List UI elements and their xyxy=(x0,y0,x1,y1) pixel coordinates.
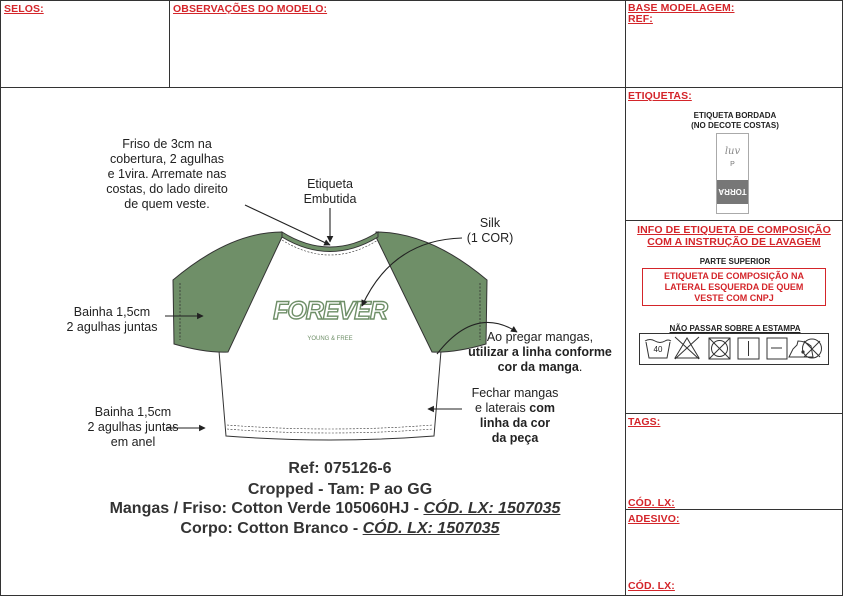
label-logo: luv xyxy=(724,146,741,157)
caption-corpo: Corpo: Cotton Branco - CÓD. LX: 1507035 xyxy=(180,520,500,537)
note-etiqueta: Etiqueta Embutida xyxy=(303,177,357,206)
no-bleach-icon xyxy=(675,337,699,359)
note-fechar: Fechar mangas e laterais com linha da cor da peça xyxy=(471,386,559,445)
selos-header: SELOS: xyxy=(4,3,44,15)
etiquetas-header: ETIQUETAS: xyxy=(628,90,692,102)
parte-superior-label: PARTE SUPERIOR xyxy=(699,257,771,266)
base-modelagem-header: BASE MODELAGEM: xyxy=(628,2,735,14)
dry-flat-icon xyxy=(767,338,787,359)
caption-cropped: Cropped - Tam: P ao GG xyxy=(247,481,433,498)
note-pregar: Ao pregar mangas, utilizar a linha conforme cor da manga. xyxy=(468,330,612,374)
no-tumble-dry-icon xyxy=(709,338,730,359)
composicao-info-box: ETIQUETA DE COMPOSIÇÃO NA LATERAL ESQUERDA DE QUEM VESTE COM CNPJ xyxy=(642,268,826,306)
caption-mangas: Mangas / Friso: Cotton Verde 105060HJ - CÓD. LX: 1507035 xyxy=(109,500,561,517)
adesivo-header: ADESIVO: xyxy=(628,513,680,525)
tags-cod: CÓD. LX: xyxy=(628,497,675,509)
nao-passar-label: NÃO PASSAR SOBRE A ESTAMPA xyxy=(669,324,801,333)
iron-icon xyxy=(789,341,813,357)
adesivo-cod: CÓD. LX: xyxy=(628,580,675,592)
no-dry-clean-icon xyxy=(803,339,822,358)
print-main: FOREVER xyxy=(273,297,387,325)
observacoes-header: OBSERVAÇÕES DO MODELO: xyxy=(173,3,328,15)
line-dry-icon xyxy=(738,338,759,359)
etiqueta-bordada-title: ETIQUETA BORDADA (NO DECOTE COSTAS) xyxy=(691,111,779,130)
note-bainha-manga: Bainha 1,5cm 2 agulhas juntas xyxy=(66,305,158,334)
tags-header: TAGS: xyxy=(628,416,661,428)
note-bainha-corpo: Bainha 1,5cm 2 agulhas juntas em anel xyxy=(87,405,179,449)
label-size: P xyxy=(730,161,735,168)
wash-temp: 40 xyxy=(653,345,663,354)
print-sub: YOUNG & FREE xyxy=(307,336,353,342)
wash-40-icon xyxy=(645,340,671,359)
composicao-header: INFO DE ETIQUETA DE COMPOSIÇÃO COM A INSTRUÇÃO DE LAVAGEM xyxy=(637,224,831,248)
note-silk: Silk (1 COR) xyxy=(466,216,514,245)
note-friso: Friso de 3cm na cobertura, 2 agulhas e 1vira. Arremate nas costas, do lado direito de quem veste. xyxy=(106,137,228,211)
ref-header: REF: xyxy=(628,13,653,25)
label-brand: TORRA xyxy=(718,187,747,196)
caption-ref: Ref: 075126-6 xyxy=(288,460,392,477)
